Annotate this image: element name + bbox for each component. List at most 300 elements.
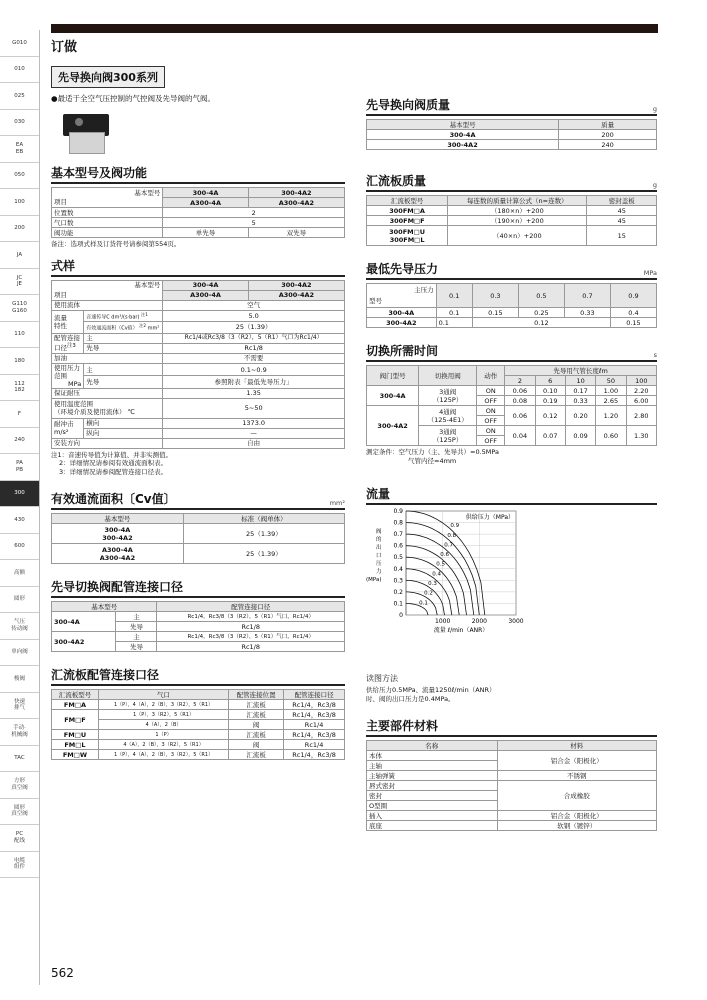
row-value: 单先导 [163, 228, 248, 238]
sidebar-item[interactable]: 100 [0, 189, 39, 216]
section-title: 主要部件材料 [366, 719, 439, 733]
port-value: Rc1/4，Rc3/8（3（R2），5（R1）气口，Rc1/4） [157, 612, 345, 622]
series-title: 先导换向阀300系列 [51, 66, 165, 88]
unit: MPa [67, 379, 82, 388]
series-label: 0.9 [450, 523, 460, 530]
model: 300-4A2 [367, 406, 419, 446]
section-title: 有效通流面积〔Cv值〕 [51, 492, 176, 507]
time-value: 0.20 [565, 406, 595, 426]
sub-label: 主 [84, 363, 163, 376]
section-title: 最低先导压力 [366, 262, 439, 276]
min-pilot-section [366, 260, 657, 328]
time-value: 0.06 [505, 406, 535, 426]
sidebar-item[interactable]: 单向阀 [0, 640, 39, 667]
y-tick-label: 0.9 [393, 508, 403, 515]
port-size: Rc1/4，Rc3/8 [284, 710, 345, 720]
sub-label: 先导 [84, 343, 163, 353]
section-title: 先导切换阀配管连接口径 [51, 580, 184, 595]
port-size: Rc1/4，Rc3/8 [284, 700, 345, 710]
header-model: 基本型号 [52, 280, 163, 290]
sub-label: 主 [116, 612, 157, 622]
col-header: 0.9 [610, 284, 656, 308]
note-line: 注1：音速传导值为计算值、并非实测值。 [51, 450, 173, 459]
port-value: Rc1/8 [157, 622, 345, 632]
col-header: 配管连接口径 [284, 690, 345, 700]
action: OFF [477, 436, 505, 446]
model: FM□A [52, 700, 99, 710]
time-value: 0.06 [505, 386, 535, 396]
part-name: 密封 [367, 791, 498, 801]
time-value: 0.17 [565, 386, 595, 396]
row-label: 安装方向 [52, 438, 163, 448]
time-value: 2.20 [626, 386, 656, 396]
x-tick-label: 3000 [508, 618, 524, 625]
location: 汇流板 [229, 710, 284, 720]
part-name: 主轴 [367, 761, 498, 771]
len-header: 100 [626, 376, 656, 386]
col-header: 每连数的质量计算公式（n=连数） [448, 196, 587, 206]
col-a300-4a: A300-4A [163, 290, 248, 300]
series-label: 0.7 [444, 542, 454, 549]
time-value: 0.08 [505, 396, 535, 406]
col-300-4a: 300-4A [163, 188, 248, 198]
y-axis-label-part: 出 [376, 545, 382, 551]
sidebar-item[interactable]: PC 配线 [0, 825, 39, 852]
header-model: 基本型号 [52, 188, 163, 198]
series-description: ●最适于全空气压控制的气控阀及先导阀的气阀。 [51, 94, 216, 103]
sidebar-item[interactable]: 030 [0, 110, 39, 137]
pressure-value: 0.4 [610, 308, 656, 318]
location: 阀 [229, 720, 284, 730]
time-value: 6.00 [626, 396, 656, 406]
port: 4（A），2（B），3（R2），5（R1） [98, 740, 228, 750]
time-value: 0.12 [535, 406, 565, 426]
model: FM□F [52, 710, 99, 730]
model: 300-4A [367, 130, 559, 140]
location: 阀 [229, 740, 284, 750]
x-tick-label: 2000 [471, 618, 487, 625]
row-value: 参照附表「最低先导压力」 [163, 376, 345, 389]
col-a300-4a2: A300-4A2 [248, 290, 344, 300]
note-line: 2：详细情况请参阅有效通流面积表。 [59, 459, 168, 468]
sidebar-item[interactable]: 200 [0, 216, 39, 243]
sidebar-item[interactable]: 圆形 [0, 587, 39, 614]
sidebar-item[interactable]: 430 [0, 507, 39, 534]
time-value: 0.60 [596, 426, 626, 446]
len-header: 50 [596, 376, 626, 386]
pressure-value: 0.33 [564, 308, 610, 318]
sidebar-item[interactable]: 180 [0, 348, 39, 375]
port-value: Rc1/8 [157, 642, 345, 652]
unit: mm² [329, 499, 345, 508]
page-title: 订做 [51, 40, 78, 55]
col-header: 阀门型号 [367, 366, 419, 386]
basic-model-section [51, 164, 345, 249]
read-method-line: 供给压力0.5MPa、流量1250ℓ/min（ANR） [366, 686, 496, 694]
col-header: 汇流板型号 [52, 690, 99, 700]
len-header: 10 [565, 376, 595, 386]
pressure-value: 0.1 [436, 308, 472, 318]
row-value: 5 [163, 218, 345, 228]
sidebar-item[interactable]: 112 182 [0, 375, 39, 402]
sidebar-item[interactable]: G010 [0, 30, 39, 57]
sub-label: 主 [116, 632, 157, 642]
row-label: 使用流体 [52, 300, 163, 310]
col-header: 动作 [477, 366, 505, 386]
col-300-4a2: 300-4A2 [248, 280, 344, 290]
model: 300-4A2 [102, 533, 133, 542]
time-value: 1.00 [596, 386, 626, 396]
row-label: 使用温度范围 （环境介质及使用流体） [54, 400, 126, 417]
time-value: 0.10 [535, 386, 565, 396]
series-label: 0.4 [432, 571, 441, 578]
sidebar-item[interactable]: 025 [0, 83, 39, 110]
port-size: Rc1/4 [284, 720, 345, 730]
sidebar-item[interactable]: G110 G160 [0, 295, 39, 322]
sidebar-item[interactable]: 010 [0, 57, 39, 84]
row-value: 空气 [163, 300, 345, 310]
spec-notes [51, 451, 345, 477]
unit: mm² [147, 325, 160, 332]
col-300-4a2: 300-4A2 [248, 188, 344, 198]
min-pilot-table [366, 283, 657, 328]
material: 合成橡胶 [497, 781, 657, 811]
seal-mass: 15 [587, 226, 657, 246]
model: 300FM□U 300FM□L [367, 226, 448, 246]
col-header: 配管连接位置 [229, 690, 284, 700]
sidebar-item[interactable]: F [0, 401, 39, 428]
seal-mass: 45 [587, 206, 657, 216]
seal-mass: 45 [587, 216, 657, 226]
col-header: 密封盖板 [587, 196, 657, 206]
spec-table [51, 280, 345, 449]
series-label: 0.5 [436, 561, 445, 568]
read-method-line: 时、阀的出口压力是0.4MPa。 [366, 694, 455, 703]
note-ref: 注3 [67, 343, 76, 350]
sidebar-item[interactable]: 圆形 真空阀 [0, 799, 39, 826]
legend-title: 供给压力（MPa） [465, 514, 514, 521]
cv-table [51, 513, 345, 564]
y-axis-label-part: 阀 [376, 529, 382, 535]
formula: （40×n）+200 [448, 226, 587, 246]
switch-valve: 3通阀 （125P） [419, 386, 477, 406]
note-ref: 注1 [141, 311, 148, 317]
unit: MPa [643, 269, 657, 277]
basic-note: 备注：选项式样及订货符号请参阅第554页。 [51, 240, 181, 248]
row-value: 0.1~0.9 [163, 363, 345, 376]
model: FM□U [52, 730, 99, 740]
row-label: 阀功能 [52, 228, 163, 238]
time-value: 2.65 [596, 396, 626, 406]
section-title: 先导换向阀质量 [366, 98, 451, 112]
section-title: 基本型号及阀功能 [51, 166, 148, 180]
sidebar-item[interactable]: 梭阀 [0, 666, 39, 693]
sidebar-item[interactable]: 电缆 组件 [0, 852, 39, 879]
row-label: 配管连接口径 [54, 334, 80, 353]
y-axis-label-part: 力 [376, 569, 382, 575]
note-ref: 注2 [139, 323, 147, 329]
col-header: 0.1 [436, 284, 472, 308]
right-column [366, 96, 657, 831]
row-value: 自由 [163, 438, 345, 448]
switch-valve: 4通阀 （125-4E1） [419, 406, 477, 426]
sidebar-item[interactable]: 快速 排气 [0, 693, 39, 720]
col-header: 基本型号 [52, 602, 157, 612]
section-title: 汇流板配管连接口径 [51, 668, 160, 683]
action: ON [477, 386, 505, 396]
col-a300-4a: A300-4A [163, 198, 248, 208]
port-value: Rc1/4，Rc3/8（3（R2），5（R1）气口，Rc1/4） [157, 632, 345, 642]
switch-valve: 3通阀 （125P） [419, 426, 477, 446]
col-header: 0.7 [564, 284, 610, 308]
row-value: Rc1/4或Rc3/8（3（R2），5（R1）气口为Rc1/4） [163, 333, 345, 343]
unit: s [653, 351, 657, 359]
sub-label: 先导 [116, 622, 157, 632]
left-column [51, 66, 345, 760]
model: 300-4A2 [52, 632, 116, 652]
action: ON [477, 406, 505, 416]
section-title: 切换所需时间 [366, 344, 439, 358]
col-header: 0.5 [518, 284, 564, 308]
material: 软钢（镀锌） [497, 821, 657, 831]
part-name: 唇式密封 [367, 781, 498, 791]
col-header: 质量 [559, 120, 657, 130]
sidebar-item[interactable]: 240 [0, 428, 39, 455]
col-header: 切换用阀 [419, 366, 477, 386]
sidebar-item[interactable]: PA PB [0, 454, 39, 481]
y-axis-label-part: (MPa) [366, 577, 382, 583]
mass-value: 200 [559, 130, 657, 140]
model: 300-4A [52, 612, 116, 632]
col-header: 基本型号 [52, 514, 184, 524]
sidebar-item[interactable]: 高额 [0, 560, 39, 587]
material: 铝合金（阳极化） [497, 811, 657, 821]
header-bar [51, 24, 658, 33]
unit: ℃ [127, 408, 135, 417]
cv-label: 有效通流面积（Cv值） [86, 325, 138, 332]
model: A300-4A [101, 545, 133, 554]
formula: （190×n）+200 [448, 216, 587, 226]
pilot-port-table [51, 601, 345, 652]
flow-chart [366, 505, 657, 665]
row-label: 气口数 [52, 218, 163, 228]
time-value: 0.33 [565, 396, 595, 406]
time-value: 0.09 [565, 426, 595, 446]
part-name: 主轴弹簧 [367, 771, 498, 781]
pressure-value: 0.1 [436, 318, 472, 328]
material: 不锈钢 [497, 771, 657, 781]
flow-section [366, 483, 657, 703]
time-value: 1.20 [596, 406, 626, 426]
sidebar-item[interactable]: 方形 真空阀 [0, 772, 39, 799]
model: 300-4A2 [367, 140, 559, 150]
port-size: Rc1/4，Rc3/8 [284, 750, 345, 760]
y-tick-label: 0 [399, 612, 403, 619]
row-label: 位置数 [52, 208, 163, 218]
switch-time-table [366, 365, 657, 446]
switch-time-section [366, 342, 657, 465]
pressure-value: 0.12 [472, 318, 610, 328]
part-name: 插入 [367, 811, 498, 821]
materials-table [366, 740, 657, 831]
col-header: 气口 [98, 690, 228, 700]
header-main-pressure: 主压力 [367, 284, 437, 296]
action: OFF [477, 416, 505, 426]
len-header: 2 [505, 376, 535, 386]
sidebar-item[interactable]: EA EB [0, 136, 39, 163]
pressure-value: 0.15 [610, 318, 656, 328]
pilot-port-section [51, 578, 345, 652]
header-model: 型号 [367, 296, 437, 308]
product-image [59, 110, 115, 156]
row-value: 5.0 [163, 310, 345, 322]
x-tick-label: 1000 [435, 618, 451, 625]
sidebar-item[interactable]: TAC [0, 746, 39, 773]
port: 1（P），4（A），2（B），3（R2），5（R1） [98, 750, 228, 760]
port: 1（P） [98, 730, 228, 740]
row-value: Rc1/8 [163, 343, 345, 353]
condition-line: 测定条件：空气压力（主、先导共）=0.5MPa [366, 448, 500, 456]
manifold-port-section [51, 666, 345, 760]
row-value: 2 [163, 208, 345, 218]
y-tick-label: 0.2 [393, 588, 403, 596]
time-value: 0.04 [505, 426, 535, 446]
sub-label: 横向 [84, 418, 163, 428]
material: 铝合金（阳极化） [497, 751, 657, 771]
y-tick-label: 0.4 [393, 565, 403, 573]
sub-label: 先导 [116, 642, 157, 652]
header-item: 项目 [52, 198, 163, 208]
y-axis-label-part: 压 [376, 561, 382, 567]
cv-value: 25（1.39） [183, 544, 344, 564]
len-header: 6 [535, 376, 565, 386]
switch-conditions [366, 448, 657, 465]
y-tick-label: 0.5 [393, 554, 403, 562]
manifold-mass-section [366, 172, 657, 246]
col-header: 汇流板型号 [367, 196, 448, 206]
model: 300FM□F [367, 216, 448, 226]
unit: m/s² [54, 428, 69, 437]
col-header: 配管连接口径 [157, 602, 345, 612]
row-value: 不需要 [163, 353, 345, 363]
model: 300-4A [367, 386, 419, 406]
col-header: 材料 [497, 741, 657, 751]
sidebar-item[interactable]: 手动· 机械阀 [0, 719, 39, 746]
unit: g [652, 105, 657, 113]
unit: g [652, 181, 657, 189]
cv-section [51, 490, 345, 564]
col-header: 先导用气管长度ℓm [505, 366, 657, 376]
col-header: 名称 [367, 741, 498, 751]
model: FM□L [52, 740, 99, 750]
header-item: 项目 [52, 290, 163, 300]
manifold-mass-table [366, 195, 657, 246]
col-header: 标准（阀单体） [183, 514, 344, 524]
sidebar-item[interactable]: 110 [0, 322, 39, 349]
sidebar-item[interactable]: JA [0, 242, 39, 269]
formula: （180×n）+200 [448, 206, 587, 216]
note-line: 3：详细情况请参阅配管连接口径表。 [59, 467, 168, 476]
page-number: 562 [51, 966, 74, 980]
sub-label: 先导 [84, 376, 163, 389]
sidebar-item[interactable]: 300 [0, 481, 39, 508]
series-label: 0.3 [428, 581, 437, 588]
time-value: 0.19 [535, 396, 565, 406]
model: 300-4A2 [367, 318, 437, 328]
model: FM□W [52, 750, 99, 760]
materials-section [366, 717, 657, 831]
series-label: 0.6 [440, 552, 450, 559]
sub-label: 主 [84, 333, 163, 343]
col-a300-4a2: A300-4A2 [248, 198, 344, 208]
section-title: 式样 [51, 258, 76, 273]
sidebar-item[interactable]: JC JE [0, 269, 39, 296]
port-size: Rc1/4 [284, 740, 345, 750]
mass-value: 240 [559, 140, 657, 150]
row-label: 流量 特性 [52, 310, 84, 333]
y-tick-label: 0.3 [393, 577, 403, 585]
action: OFF [477, 396, 505, 406]
location: 汇流板 [229, 700, 284, 710]
y-tick-label: 0.1 [393, 600, 403, 608]
location: 汇流板 [229, 750, 284, 760]
part-name: 底座 [367, 821, 498, 831]
mass-section [366, 96, 657, 150]
col-header: 0.3 [472, 284, 518, 308]
row-label: 耐冲击 [54, 420, 74, 429]
sidebar-item[interactable]: 050 [0, 163, 39, 190]
series-label: 0.1 [419, 600, 428, 607]
port: 4（A），2（B） [98, 720, 228, 730]
time-value: 2.80 [626, 406, 656, 426]
location: 汇流板 [229, 730, 284, 740]
sidebar-item[interactable]: 600 [0, 534, 39, 561]
spec-section [51, 257, 345, 477]
read-method-title: 读图方法 [366, 674, 398, 683]
col-header: 基本型号 [367, 120, 559, 130]
model: 300FM□A [367, 206, 448, 216]
condition-line: 气管内径=4mm [408, 456, 457, 465]
mass-table [366, 119, 657, 150]
series-label: 0.8 [447, 532, 457, 539]
row-value: 双先导 [248, 228, 344, 238]
row-label: 保证耐压 [52, 388, 163, 398]
basic-model-table [51, 187, 345, 238]
cv-value: 25（1.39） [183, 524, 344, 544]
y-tick-label: 0.7 [393, 531, 403, 539]
y-tick-label: 0.8 [393, 519, 403, 527]
sonic-label: 音速传导C dm³/(s·bar) [86, 314, 140, 321]
time-value: 0.07 [535, 426, 565, 446]
y-tick-label: 0.6 [393, 542, 403, 550]
section-title: 流量 [366, 487, 391, 501]
time-value: 1.30 [626, 426, 656, 446]
sub-label: 纵向 [84, 428, 163, 438]
row-label: 使用压力范围 [54, 363, 80, 380]
row-value: 1.35 [163, 388, 345, 398]
part-name: 本体 [367, 751, 498, 761]
x-axis-label: 流量 ℓ/min（ANR） [433, 627, 489, 634]
pressure-value: 0.25 [518, 308, 564, 318]
sidebar-item[interactable]: 气压 传动阀 [0, 613, 39, 640]
port: 1（P），3（R2），5（R1） [98, 710, 228, 720]
series-label: 0.2 [424, 590, 433, 597]
action: ON [477, 426, 505, 436]
section-title: 汇流板质量 [366, 174, 427, 188]
manifold-port-table [51, 689, 345, 760]
model: 300-4A [104, 525, 131, 534]
model: A300-4A2 [99, 553, 136, 562]
